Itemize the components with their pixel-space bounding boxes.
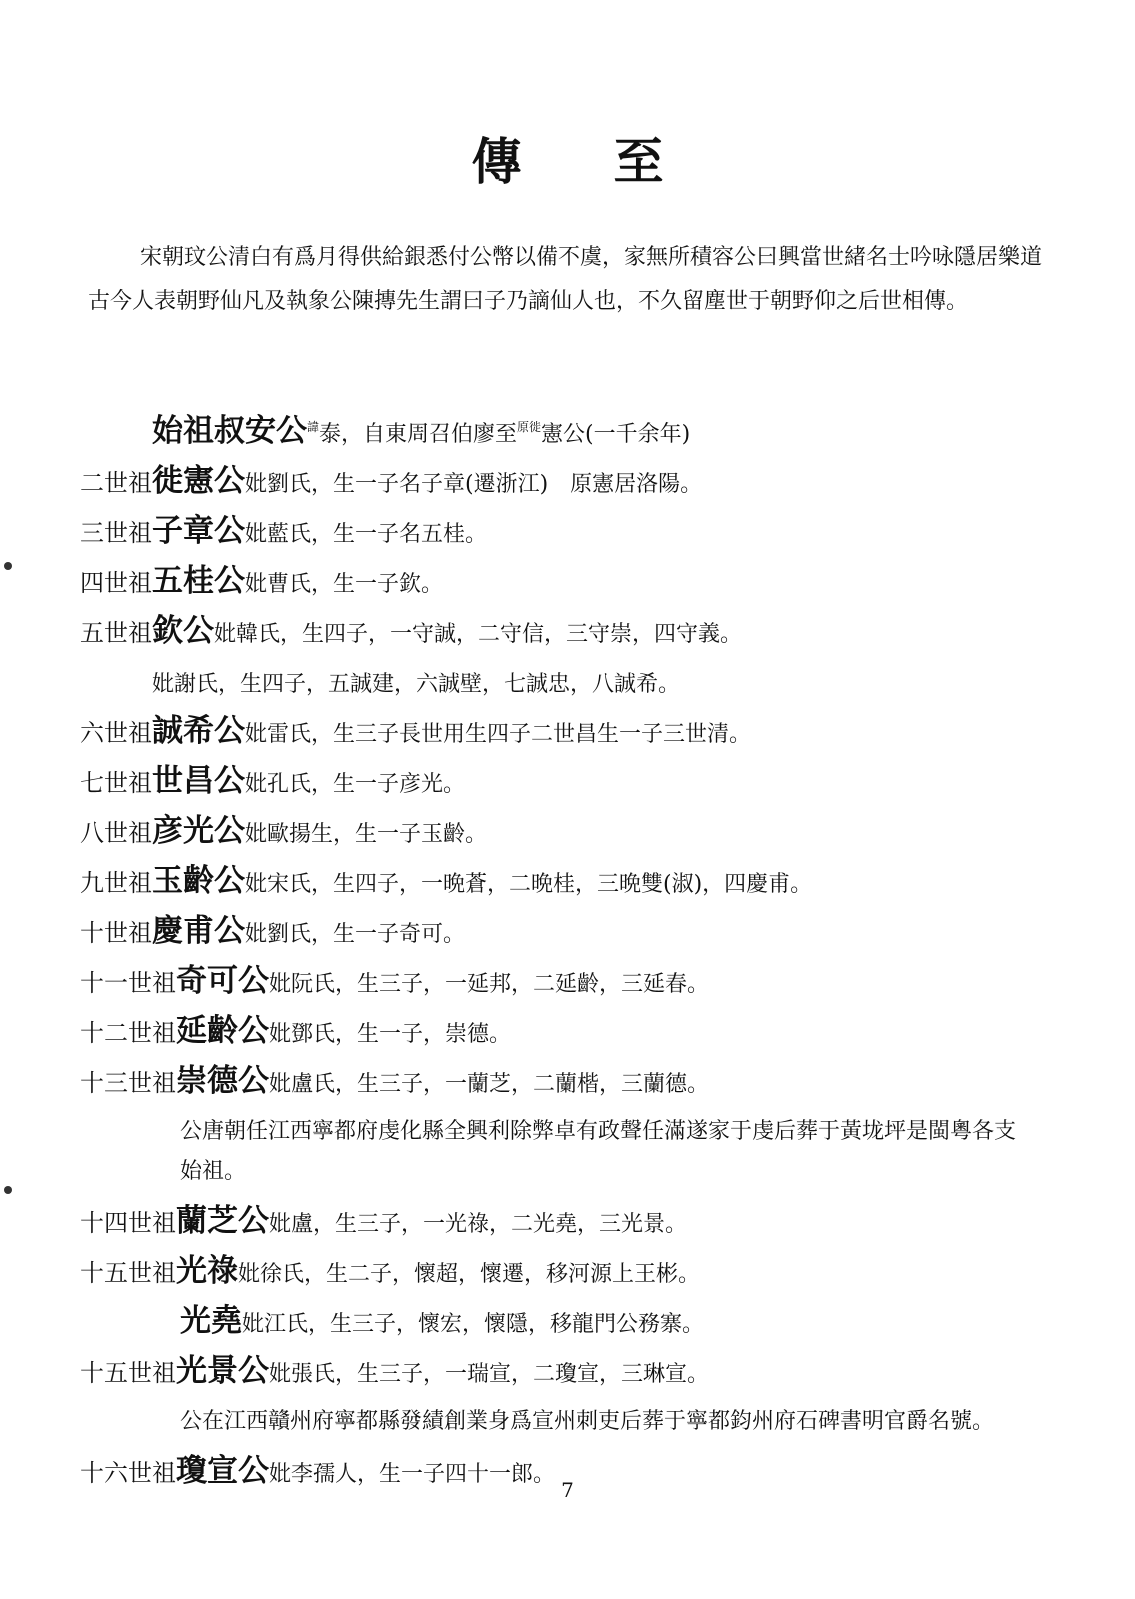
generation-label: 十一世祖 — [80, 969, 176, 997]
ancestor-name: 慶甫公 — [152, 913, 245, 949]
generation-row — [80, 458, 1060, 508]
ancestor-name: 世昌公 — [152, 763, 245, 799]
generation-label: 六世祖 — [80, 719, 152, 747]
ancestor-description: 妣徐氏，生二子，懷超，懷遷，移河源上王彬。 — [238, 1262, 701, 1287]
scan-mark — [4, 1186, 12, 1194]
generation-label: 十五世祖 — [80, 1359, 176, 1387]
ancestor-name: 子章公 — [152, 513, 245, 549]
generation-label: 十世祖 — [80, 919, 152, 947]
ancestor-name: 彦光公 — [152, 813, 245, 849]
generation-label: 七世祖 — [80, 769, 152, 797]
ancestor-name: 五桂公 — [152, 563, 245, 599]
ancestor-name: 誠希公 — [152, 713, 245, 749]
ancestor-description: 妣阮氏，生三子，一延邦，二延齡，三延春。 — [269, 972, 710, 997]
ancestor-name: 玉齡公 — [152, 863, 245, 899]
intro-text: 宋朝玟公清白有爲月得供給銀悉付公幣以備不虞，家無所積容公曰興當世緒名士吟咏隱居樂道古今人表朝野仙凡及執象公陳摶先生謂曰子乃謫仙人也，不久留塵世于朝野仰之后世相傳。 — [88, 245, 1043, 314]
superscript-note: 諱 — [307, 420, 320, 434]
intro-paragraph — [88, 236, 1048, 324]
generation-label: 十三世祖 — [80, 1069, 176, 1097]
genealogy-list — [80, 404, 1060, 1498]
generation-row — [80, 1298, 1060, 1348]
title-char-1: 傳 — [471, 132, 522, 191]
generation-label: 二世祖 — [80, 469, 152, 497]
generation-row — [80, 508, 1060, 558]
ancestor-name: 光祿 — [176, 1253, 238, 1289]
generation-row — [80, 858, 1060, 908]
ancestor-name: 奇可公 — [176, 963, 269, 999]
ancestor-description: 妣江氏，生三子，懷宏，懷隱，移龍門公務寨。 — [242, 1312, 705, 1337]
ancestor-description: 妣雷氏，生三子長世用生四子二世昌生一子三世清。 — [245, 722, 752, 747]
generation-row — [80, 1248, 1060, 1298]
ancestor-name: 欽公 — [152, 613, 214, 649]
ancestor-description: 妣李孺人，生一子四十一郎。 — [269, 1462, 556, 1487]
generation-label: 十二世祖 — [80, 1019, 176, 1047]
generation-row — [80, 658, 1060, 708]
ancestor-description: 妣鄧氏，生一子，崇德。 — [269, 1022, 512, 1047]
generation-rows — [80, 458, 1060, 1498]
ancestor-description: 妣盧，生三子，一光祿，二光堯，三光景。 — [269, 1212, 688, 1237]
scan-mark — [4, 562, 12, 570]
ancestor-name: 崇德公 — [176, 1063, 269, 1099]
generation-label: 五世祖 — [80, 619, 152, 647]
generation-row — [80, 958, 1060, 1008]
ancestor-description: 妣張氏，生三子，一瑞宣，二瓊宣，三琳宣。 — [269, 1362, 710, 1387]
generation-label: 十四世祖 — [80, 1209, 176, 1237]
ancestor-description: 妣劉氏，生一子奇可。 — [245, 922, 466, 947]
biography-note: 公唐朝任江西寧都府虔化縣全興利除弊卓有政聲任滿遂家于虔后葬于黃垅坪是閩粵各支始祖。 — [180, 1119, 1017, 1184]
ancestor-name: 光堯 — [180, 1303, 242, 1339]
generation-label: 九世祖 — [80, 869, 152, 897]
ancestor-name: 光景公 — [176, 1353, 269, 1389]
generation-row — [80, 708, 1060, 758]
generation-row — [80, 1008, 1060, 1058]
generation-label: 十五世祖 — [80, 1259, 176, 1287]
generation-label: 四世祖 — [80, 569, 152, 597]
ancestor-name: 瓊宣公 — [176, 1453, 269, 1489]
ancestor-description: 泰，自東周召伯廖至 — [319, 422, 518, 447]
generation-row — [80, 558, 1060, 608]
generation-row — [80, 1198, 1060, 1248]
generation-label: 十六世祖 — [80, 1459, 176, 1487]
generation-row — [80, 758, 1060, 808]
ancestor-description: 妣曹氏，生一子欽。 — [245, 572, 444, 597]
ancestor-description: 妣藍氏，生一子名五桂。 — [245, 522, 488, 547]
ancestor-description: 妣謝氏，生四子，五誠建，六誠壁，七誠忠，八誠希。 — [152, 672, 681, 697]
ancestor-name: 延齡公 — [176, 1013, 269, 1049]
ancestor-description: 妣歐揚生，生一子玉齡。 — [245, 822, 488, 847]
generation-row — [80, 1058, 1060, 1108]
generation-row — [80, 808, 1060, 858]
ancestor-description-2: 憲公(一千余年) — [541, 422, 691, 447]
ancestor-name: 叔安公 — [214, 413, 307, 449]
page-number: 7 — [561, 1478, 574, 1502]
generation-row — [80, 908, 1060, 958]
ancestor-name: 徙憲公 — [152, 463, 245, 499]
ancestor-description: 妣韓氏，生四子，一守誠，二守信，三守崇，四守義。 — [214, 622, 743, 647]
generation-row — [80, 1348, 1060, 1398]
biography-note: 公在江西贛州府寧都縣發績創業身爲宣州刺吏后葬于寧都鈞州府石碑書明官爵名號。 — [180, 1409, 995, 1434]
generation-label: 八世祖 — [80, 819, 152, 847]
generation-row — [80, 608, 1060, 658]
ancestor-description: 妣盧氏，生三子，一蘭芝，二蘭楷，三蘭德。 — [269, 1072, 710, 1097]
superscript-note-2: 原徙 — [517, 420, 542, 434]
ancestor-name: 蘭芝公 — [176, 1203, 269, 1239]
ancestor-description: 妣劉氏，生一子名子章(遷浙江) 原憲居洛陽。 — [245, 472, 703, 497]
ancestor-description: 妣孔氏，生一子彦光。 — [245, 772, 466, 797]
first-ancestor-row — [80, 404, 1060, 458]
page-title — [0, 122, 1135, 194]
ancestor-description: 妣宋氏，生四子，一晩蒼，二晩桂，三晩雙(淑)，四慶甫。 — [245, 872, 813, 897]
generation-label: 始祖 — [152, 413, 214, 449]
generation-label: 三世祖 — [80, 519, 152, 547]
title-char-2: 至 — [613, 132, 664, 191]
